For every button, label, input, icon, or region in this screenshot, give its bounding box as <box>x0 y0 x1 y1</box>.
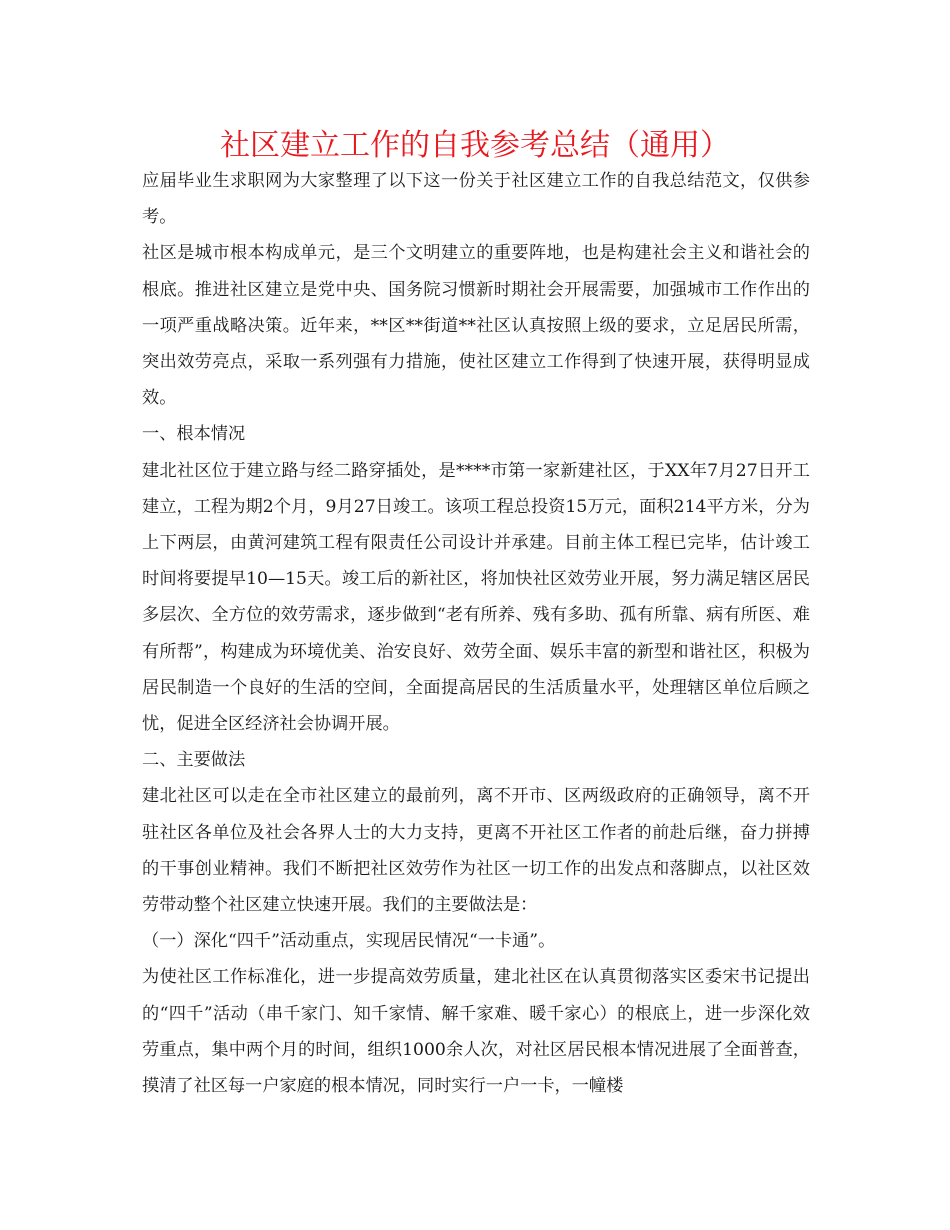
section-heading-main-practices: 二、主要做法 <box>142 750 246 771</box>
section-heading-basic-situation: 一、根本情况 <box>142 424 246 445</box>
subsection-heading-one: （一）深化“四千”活动重点，实现居民情况“一卡通”。 <box>142 931 556 952</box>
paragraph-subsection-one: 为使社区工作标准化，进一步提高效劳质量，建北社区在认真贯彻落实区委宋书记提出的“四千”活动（串千家门、知千家情、解千家难、暖千家心）的根底上，进一步深化效劳重点，集中两个月的时间，组织1000余人次，对社区居民根本情况进展了全面普查，摸清了社区每一户家庭的根本情况，同时实行一户一卡，一幢楼 <box>142 967 810 1097</box>
document-title: 社区建立工作的自我参考总结（通用） <box>220 128 730 163</box>
paragraph-intro: 应届毕业生求职网为大家整理了以下这一份关于社区建立工作的自我总结范文，仅供参考。 <box>142 171 810 228</box>
paragraph-basic-situation: 建北社区位于建立路与经二路穿插处，是****市第一家新建社区，于XX年7月27日开工建立，工程为期2个月，9月27日竣工。该项工程总投资15万元，面积214平方米，分为上下两层，由黄河建筑工程有限责任公司设计并承建。目前主体工程已完毕，估计竣工时间将要提早10—15天。竣工后的新社区，将加快社区效劳业开展，努力满足辖区居民多层次、全方位的效劳需求，逐步做到“老有所养、残有多助、孤有所靠、病有所医、难有所帮”，构建成为环境优美、治安良好、效劳全面、娱乐丰富的新型和谐社区，积极为居民制造一个良好的生活的空间，全面提高居民的生活质量水平，处理辖区单位后顾之忧，促进全区经济社会协调开展。 <box>142 460 810 735</box>
document-body <box>142 163 810 1104</box>
paragraph-overview: 社区是城市根本构成单元，是三个文明建立的重要阵地，也是构建社会主义和谐社会的根底。推进社区建立是党中央、国务院习惯新时期社会开展需要，加强城市工作作出的一项严重战略决策。近年来，**区**街道**社区认真按照上级的要求，立足居民所需，突出效劳亮点，采取一系列强有力措施，使社区建立工作得到了快速开展，获得明显成效。 <box>142 243 810 409</box>
paragraph-main-practices: 建北社区可以走在全市社区建立的最前列，离不开市、区两级政府的正确领导，离不开驻社区各单位及社会各界人士的大力支持，更离不开社区工作者的前赴后继，奋力拼搏的干事创业精神。我们不断把社区效劳作为社区一切工作的出发点和落脚点，以社区效劳带动整个社区建立快速开展。我们的主要做法是： <box>142 786 810 916</box>
